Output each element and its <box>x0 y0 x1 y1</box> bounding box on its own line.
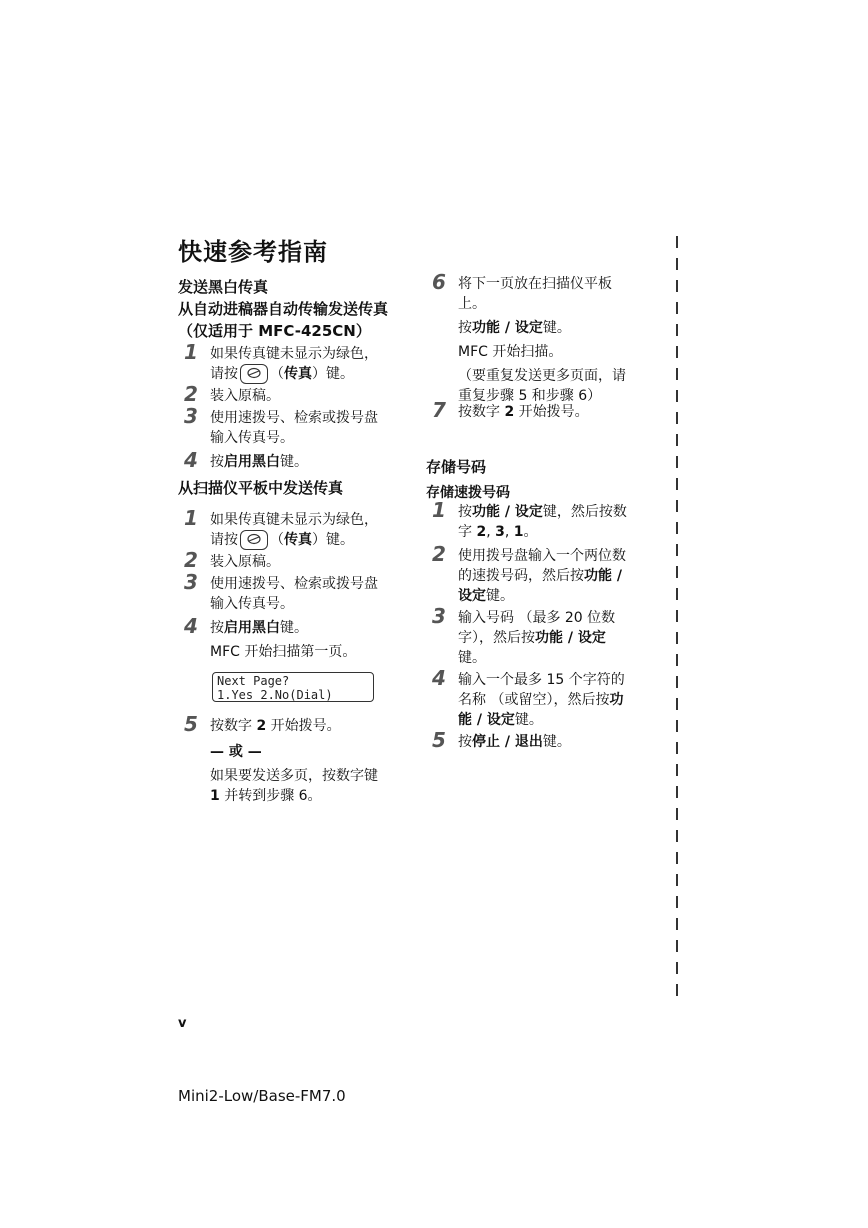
subheading-adf: 从自动进稿器自动传输发送传真 <box>178 300 389 318</box>
heading-store-numbers: 存储号码 <box>426 458 487 476</box>
scan-step-6: 6 将下一页放在扫描仪平板 上。 按功能 / 设定键。 MFC 开始扫描。 （要重复发送更多页面，请 重复步骤 5 和步骤 6） <box>432 270 626 404</box>
dash-segment <box>676 544 678 556</box>
subheading-speed-dial: 存储速拨号码 <box>426 485 510 501</box>
dash-segment <box>676 786 678 798</box>
page-title: 快速参考指南 <box>178 238 328 266</box>
step-number: 2 <box>184 382 198 406</box>
dash-segment <box>676 610 678 622</box>
subheading-scan: 从扫描仪平板中发送传真 <box>178 479 344 497</box>
store-step-5: 5 按停止 / 退出键。 <box>432 728 571 752</box>
dash-segment <box>676 236 678 248</box>
dash-segment <box>676 434 678 446</box>
left-column <box>178 276 410 666</box>
scan-step-5: 5 按数字 2 开始拨号。 <box>184 712 341 736</box>
store-step-4: 4 输入一个最多 15 个字符的 名称 （或留空），然后按功 能 / 设定键。 <box>432 666 625 728</box>
step-number: 3 <box>184 570 198 594</box>
dash-segment <box>676 742 678 754</box>
dash-segment <box>676 654 678 666</box>
dash-segment <box>676 588 678 600</box>
lcd-line-1: Next Page? <box>217 674 290 688</box>
dash-segment <box>676 896 678 908</box>
dash-segment <box>676 456 678 468</box>
scan-step-4: 4 按启用黑白键。 MFC 开始扫描第一页。 <box>184 614 357 660</box>
step-number: 3 <box>432 604 446 628</box>
dash-segment <box>676 412 678 424</box>
dash-segment <box>676 676 678 688</box>
dash-segment <box>676 324 678 336</box>
scan-step-7: 7 按数字 2 开始拨号。 <box>432 398 589 422</box>
dash-segment <box>676 984 678 996</box>
dash-segment <box>676 962 678 974</box>
right-column <box>426 270 658 756</box>
step-number: 4 <box>432 666 446 690</box>
dash-segment <box>676 478 678 490</box>
dash-segment <box>676 698 678 710</box>
dash-segment <box>676 720 678 732</box>
dash-segment <box>676 522 678 534</box>
dash-segment <box>676 346 678 358</box>
lcd-display <box>212 672 374 702</box>
fax-key-icon <box>240 364 268 384</box>
dash-segment <box>676 918 678 930</box>
store-step-1: 1 按功能 / 设定键，然后按数 字 2, 3, 1。 <box>432 498 627 540</box>
step-number: 1 <box>184 340 198 364</box>
dash-segment <box>676 852 678 864</box>
dash-segment <box>676 390 678 402</box>
dash-segment <box>676 280 678 292</box>
dash-segment <box>676 830 678 842</box>
store-step-3: 3 输入号码 （最多 20 位数 字），然后按功能 / 设定 键。 <box>432 604 616 666</box>
left-column-continued <box>178 712 410 806</box>
lcd-line-2: 1.Yes 2.No(Dial) <box>217 688 333 702</box>
fax-key-icon <box>240 530 268 550</box>
or-separator: — 或 — <box>210 744 262 760</box>
adf-step-2: 2 装入原稿。 <box>184 382 280 406</box>
step-number: 4 <box>184 614 198 638</box>
dash-segment <box>676 500 678 512</box>
step-number: 6 <box>432 270 446 294</box>
step-number: 4 <box>184 448 198 472</box>
footer-text: Mini2-Low/Base-FM7.0 <box>178 1087 346 1105</box>
dash-segment <box>676 566 678 578</box>
adf-step-4: 4 按启用黑白键。 <box>184 448 308 472</box>
dash-segment <box>676 258 678 270</box>
step-number: 2 <box>184 548 198 572</box>
dash-segment <box>676 368 678 380</box>
dash-segment <box>676 874 678 886</box>
step-number: 5 <box>184 712 198 736</box>
step-number: 7 <box>432 398 446 422</box>
heading-send-bw: 发送黑白传真 <box>178 278 269 296</box>
scan-step-2: 2 装入原稿。 <box>184 548 280 572</box>
subheading-adf-note: （仅适用于 MFC-425CN） <box>178 322 371 340</box>
adf-step-3: 3 使用速拨号、检索或拨号盘 输入传真号。 <box>184 404 378 446</box>
scan-step-3: 3 使用速拨号、检索或拨号盘 输入传真号。 <box>184 570 378 612</box>
scan-step-1: 1 如果传真键未显示为绿色， 请按 （传真）键。 <box>184 506 378 548</box>
adf-step-1: 1 如果传真键未显示为绿色， 请按 （传真）键。 <box>184 340 378 382</box>
dash-segment <box>676 302 678 314</box>
dash-segment <box>676 808 678 820</box>
multi-page-note: 如果要发送多页，按数字键 1 并转到步骤 6。 <box>210 768 378 804</box>
step-number: 1 <box>432 498 446 522</box>
dash-segment <box>676 940 678 952</box>
step-number: 2 <box>432 542 446 566</box>
page-number: v <box>178 1016 187 1031</box>
store-step-2: 2 使用拨号盘输入一个两位数 的速拨号码，然后按功能 / 设定键。 <box>432 542 626 604</box>
step-number: 5 <box>432 728 446 752</box>
step-number: 1 <box>184 506 198 530</box>
step-number: 3 <box>184 404 198 428</box>
dash-segment <box>676 764 678 776</box>
dash-segment <box>676 632 678 644</box>
